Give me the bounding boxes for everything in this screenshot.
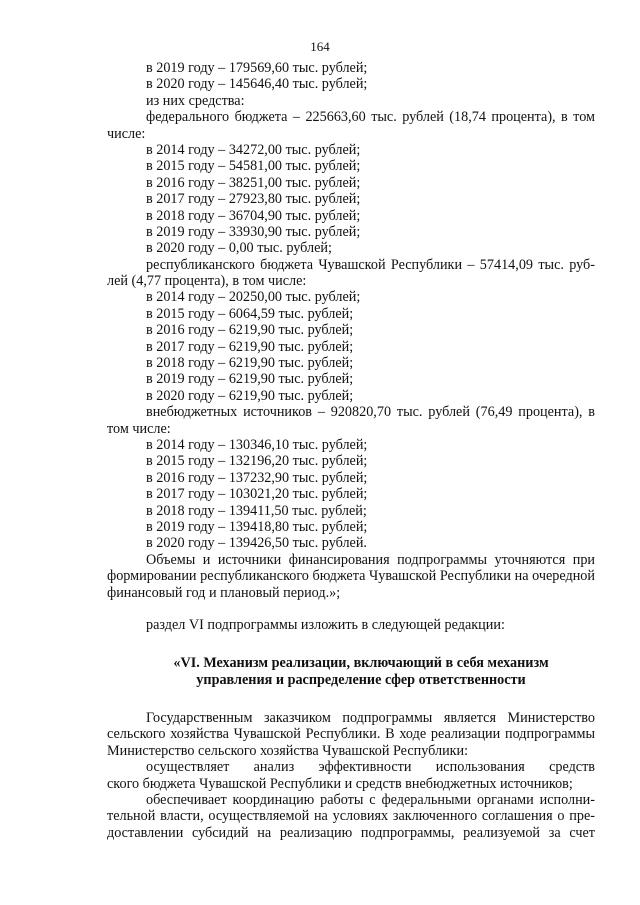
text-line: в 2015 году – 132196,20 тыс. рублей; (146, 453, 368, 470)
section-heading-line: «VI. Механизм реализации, включающий в себя механизм (173, 655, 549, 672)
text-line: в 2014 году – 130346,10 тыс. рублей; (146, 436, 368, 453)
section-heading-line: управления и распределение сфер ответственности (196, 671, 526, 688)
text-line: из них средства: (146, 92, 245, 109)
text-line: Государственным заказчиком подпрограммы является Министерство (146, 710, 595, 727)
text-line: Объемы и источники финансирования подпрограммы уточняются при (146, 551, 595, 568)
text-line: Министерство сельского хозяйства Чувашской Республики: (107, 742, 469, 759)
text-line: в 2019 году – 139418,80 тыс. рублей; (146, 518, 368, 535)
text-line: в 2018 году – 36704,90 тыс. рублей; (146, 207, 361, 224)
text-line: в 2015 году – 6064,59 тыс. рублей; (146, 305, 354, 322)
text-line: раздел VI подпрограммы изложить в следующей редакции: (146, 616, 505, 633)
text-line: в 2020 году – 0,00 тыс. рублей; (146, 240, 332, 257)
text-line: в 2017 году – 27923,80 тыс. рублей; (146, 191, 361, 208)
text-line: в 2020 году – 139426,50 тыс. рублей. (146, 535, 367, 552)
text-line: ского бюджета Чувашской Республики и средств внебюджетных источников; (107, 775, 573, 792)
text-line: обеспечивает координацию работы с федеральными органами исполни- (146, 792, 595, 809)
text-line: лей (4,77 процента), в том числе: (107, 273, 307, 290)
text-line: формировании республиканского бюджета Чувашской Республики на очередной (107, 568, 595, 585)
text-line: в 2016 году – 6219,90 тыс. рублей; (146, 322, 354, 339)
text-line: числе: (107, 125, 146, 142)
document-body (107, 60, 595, 841)
text-line: в 2014 году – 34272,00 тыс. рублей; (146, 141, 361, 158)
spacer (107, 688, 595, 710)
text-line: в 2017 году – 6219,90 тыс. рублей; (146, 338, 354, 355)
text-line: федерального бюджета – 225663,60 тыс. рублей (18,74 процента), в том (146, 109, 595, 126)
text-line: в 2017 году – 103021,20 тыс. рублей; (146, 486, 368, 503)
text-line: доставлении субсидий на реализацию подпрограммы, реализуемой за счет (107, 824, 595, 841)
text-line: в 2016 году – 137232,90 тыс. рублей; (146, 469, 368, 486)
text-line: внебюджетных источников – 920820,70 тыс. рублей (76,49 процента), в (146, 404, 595, 421)
text-line: в 2015 году – 54581,00 тыс. рублей; (146, 158, 361, 175)
text-line: в 2020 году – 6219,90 тыс. рублей; (146, 387, 354, 404)
text-line: в 2019 году – 6219,90 тыс. рублей; (146, 371, 354, 388)
text-line: финансовый год и плановый период.»; (107, 584, 341, 601)
text-line: республиканского бюджета Чувашской Республики – 57414,09 тыс. руб- (146, 256, 595, 273)
text-line: в 2019 году – 179569,60 тыс. рублей; (146, 60, 368, 76)
text-line: тельной власти, осуществляемой на условиях заключенного соглашения о пре- (107, 808, 595, 825)
text-line: в 2014 году – 20250,00 тыс. рублей; (146, 289, 361, 306)
text-line: осуществляет анализ эффективности использования средств (146, 759, 595, 776)
text-line: в 2020 году – 145646,40 тыс. рублей; (146, 76, 368, 93)
spacer (107, 633, 595, 655)
text-line: в 2018 году – 6219,90 тыс. рублей; (146, 355, 354, 372)
page-number: 164 (310, 39, 330, 54)
text-line: том числе: (107, 420, 171, 437)
spacer (107, 601, 595, 617)
text-line: в 2019 году – 33930,90 тыс. рублей; (146, 223, 361, 240)
text-line: в 2018 году – 139411,50 тыс. рублей; (146, 502, 367, 519)
text-line: в 2016 году – 38251,00 тыс. рублей; (146, 174, 361, 191)
text-line: сельского хозяйства Чувашской Республики. В ходе реализации подпрограммы (107, 726, 595, 743)
